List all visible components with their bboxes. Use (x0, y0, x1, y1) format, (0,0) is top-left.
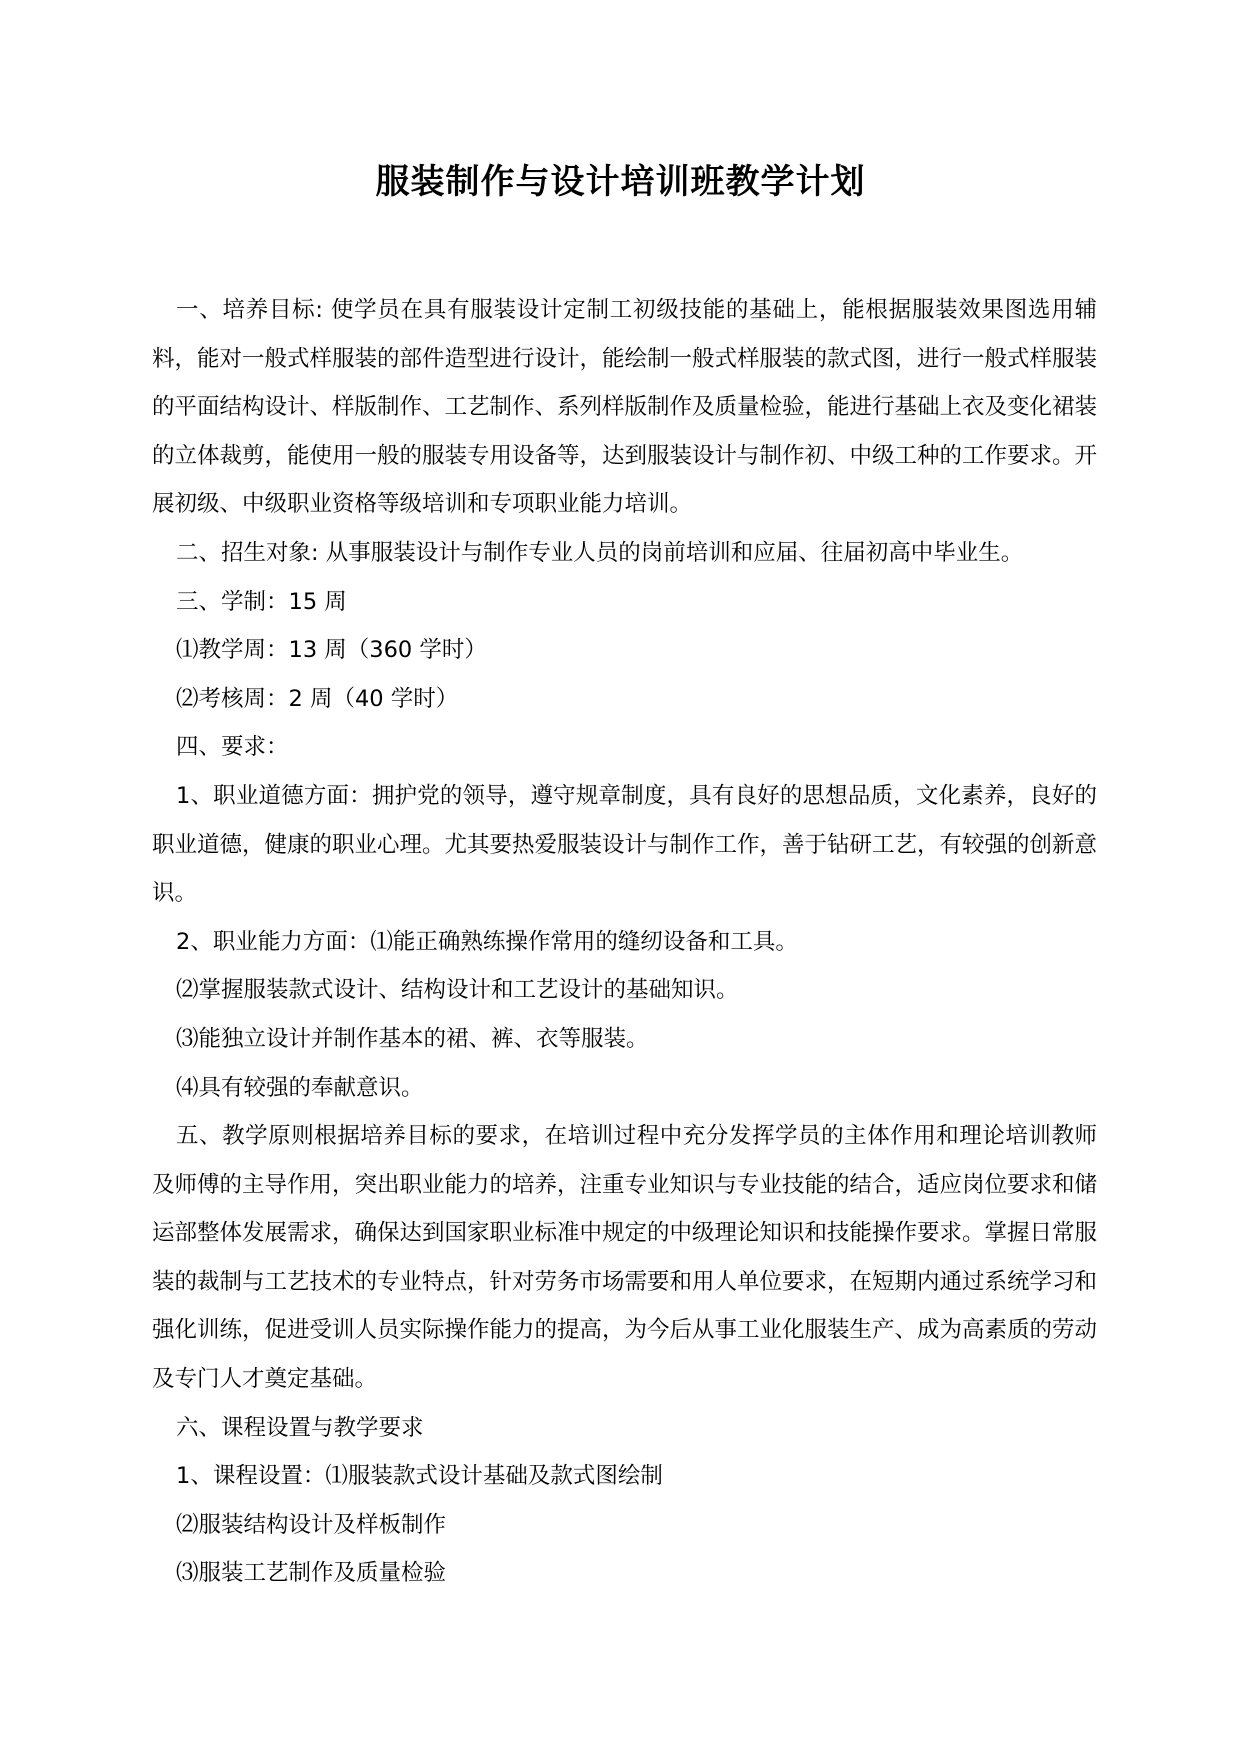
paragraph-ability-item-2: ⑵掌握服装款式设计、结构设计和工艺设计的基础知识。 (176, 977, 739, 1004)
paragraph-professional-ability: 2、职业能力方面：⑴能正确熟练操作常用的缝纫设备和工具。 (176, 928, 798, 955)
paragraph-ability-item-4: ⑷具有较强的奉献意识。 (176, 1074, 424, 1101)
paragraph-course-item-3: ⑶服装工艺制作及质量检验 (176, 1560, 447, 1587)
paragraph-course-item-1: 1、课程设置：⑴服装款式设计基础及款式图绘制 (176, 1463, 663, 1490)
paragraph-professional-ethics: 1、职业道德方面：拥护党的领导，遵守规章制度，具有良好的思想品质，文化素养，良好的职业道德，健康的职业心理。尤其要热爱服装设计与制作工作，善于钻研工艺，有较强的创新意识。 (152, 782, 1098, 907)
paragraph-enrollment-target: 二、招生对象: 从事服装设计与制作专业人员的岗前培训和应届、往届初高中毕业生。 (176, 539, 1024, 566)
document-title: 服装制作与设计培训班教学计划 (375, 162, 866, 202)
paragraph-duration: 三、学制：15 周 (176, 588, 347, 615)
paragraph-requirements-heading: 四、要求： (176, 734, 289, 761)
paragraph-ability-item-3: ⑶能独立设计并制作基本的裙、裤、衣等服装。 (176, 1025, 649, 1052)
paragraph-teaching-principles: 五、教学原则根据培养目标的要求，在培训过程中充分发挥学员的主体作用和理论培训教师及师傅的主导作用，突出职业能力的培养，注重专业知识与专业技能的结合，适应岗位要求和储运部整体发展需求，确保达到国家职业标准中规定的中级理论知识和技能操作要求。掌握日常服装的裁制与工艺技术的专业特点，针对劳务市场需要和用人单位要求，在短期内通过系统学习和强化训练，促进受训人员实际操作能力的提高，为今后从事工业化服装生产、成为高素质的劳动及专门人才奠定基础。 (152, 1123, 1098, 1393)
paragraph-curriculum-heading: 六、课程设置与教学要求 (176, 1414, 424, 1441)
paragraph-course-item-2: ⑵服装结构设计及样板制作 (176, 1511, 447, 1538)
paragraph-assessment-weeks: ⑵考核周：2 周（40 学时） (176, 685, 459, 712)
paragraph-teaching-weeks: ⑴教学周：13 周（360 学时） (176, 637, 487, 664)
document-body (152, 286, 1097, 1598)
paragraph-training-goal: 一、培养目标: 使学员在具有服装设计定制工初级技能的基础上，能根据服装效果图选用辅料，能对一般式样服装的部件造型进行设计，能绘制一般式样服装的款式图，进行一般式样服装的平面结构设计、样版制作、工艺制作、系列样版制作及质量检验，能进行基础上衣及变化裙装的立体裁剪，能使用一般的服装专用设备等，达到服装设计与制作初、中级工种的工作要求。开展初级、中级职业资格等级培训和专项职业能力培训。 (152, 297, 1098, 518)
